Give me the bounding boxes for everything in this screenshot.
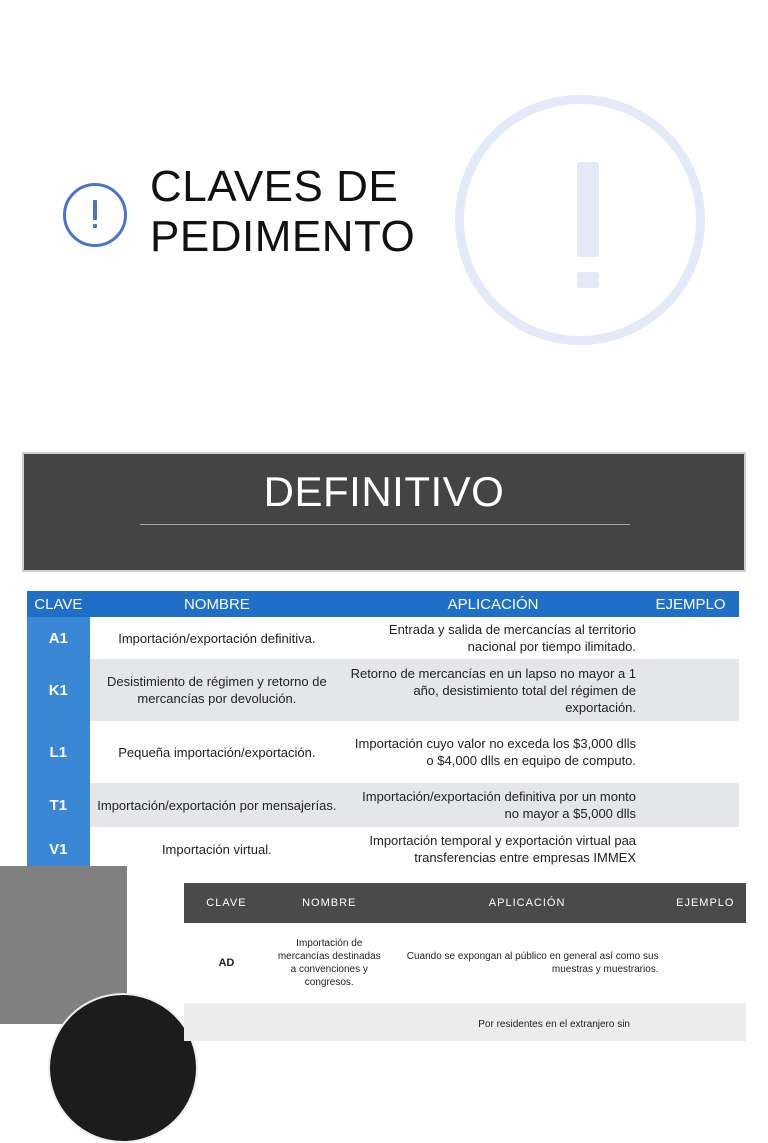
claves-table-secondary xyxy=(184,883,746,1041)
page-title-line2: PEDIMENTO xyxy=(150,212,416,261)
table-row xyxy=(27,617,739,659)
cell-ejemplo xyxy=(642,721,739,783)
cell-nombre: Pequeña importación/exportación. xyxy=(90,721,345,783)
cell-aplicacion: Cuando se expongan al público en general así como sus muestras y muestrarios. xyxy=(390,923,665,1003)
cell-ejemplo xyxy=(642,659,739,721)
cell-nombre: Importación/exportación por mensajerías. xyxy=(90,783,345,827)
table-row xyxy=(27,827,739,871)
cell-clave: L1 xyxy=(27,721,90,783)
header-aplicacion: APLICACIÓN xyxy=(390,883,665,923)
cell-ejemplo xyxy=(642,617,739,659)
cell-nombre: Importación de mercancías destinadas a convenciones y congresos. xyxy=(269,923,390,1003)
alert-circle-icon xyxy=(63,183,127,247)
background-alert-icon xyxy=(455,95,705,345)
cell-aplicacion: Por residentes en el extranjero sin xyxy=(478,1019,630,1030)
cell-ejemplo xyxy=(665,923,746,1003)
cell-aplicacion: Retorno de mercancías en un lapso no mayor a 1 año, desistimiento total del régimen de exportación. xyxy=(344,659,642,721)
header-aplicacion: APLICACIÓN xyxy=(344,591,642,617)
table-row xyxy=(184,923,746,1003)
table-row xyxy=(27,783,739,827)
page-title xyxy=(150,162,415,262)
cell-clave: K1 xyxy=(27,659,90,721)
banner-title: DEFINITIVO xyxy=(263,468,505,515)
header-nombre: NOMBRE xyxy=(269,883,390,923)
table-row xyxy=(27,659,739,721)
cell-aplicacion: Importación temporal y exportación virtual paa transferencias entre empresas IMMEX xyxy=(344,827,642,871)
cell-nombre: Importación virtual. xyxy=(90,827,345,871)
table-row xyxy=(184,1003,746,1041)
cell-nombre: Desistimiento de régimen y retorno de mercancías por devolución. xyxy=(90,659,345,721)
cell-partial-row xyxy=(184,1003,746,1041)
cell-aplicacion: Entrada y salida de mercancías al territorio nacional por tiempo ilimitado. xyxy=(344,617,642,659)
cell-nombre: Importación/exportación definitiva. xyxy=(90,617,345,659)
cell-aplicacion: Importación cuyo valor no exceda los $3,000 dlls o $4,000 dlls en equipo de computo. xyxy=(344,721,642,783)
banner-divider xyxy=(140,524,630,525)
cell-clave: A1 xyxy=(27,617,90,659)
table-header-row xyxy=(184,883,746,923)
claves-table xyxy=(27,591,739,871)
page-title-line1: CLAVES DE xyxy=(150,162,399,211)
header-clave: CLAVE xyxy=(27,591,90,617)
header-ejemplo: EJEMPLO xyxy=(665,883,746,923)
header-nombre: NOMBRE xyxy=(90,591,345,617)
header-clave: CLAVE xyxy=(184,883,269,923)
cell-ejemplo xyxy=(642,827,739,871)
table-row xyxy=(27,721,739,783)
cell-clave: V1 xyxy=(27,827,90,871)
section-banner xyxy=(22,452,746,572)
cell-ejemplo xyxy=(642,783,739,827)
cell-clave: T1 xyxy=(27,783,90,827)
cell-clave: AD xyxy=(184,923,269,1003)
cell-aplicacion: Importación/exportación definitiva por un monto no mayor a $5,000 dlls xyxy=(344,783,642,827)
header-ejemplo: EJEMPLO xyxy=(642,591,739,617)
decorative-dark-circle xyxy=(48,993,198,1143)
table-header-row xyxy=(27,591,739,617)
